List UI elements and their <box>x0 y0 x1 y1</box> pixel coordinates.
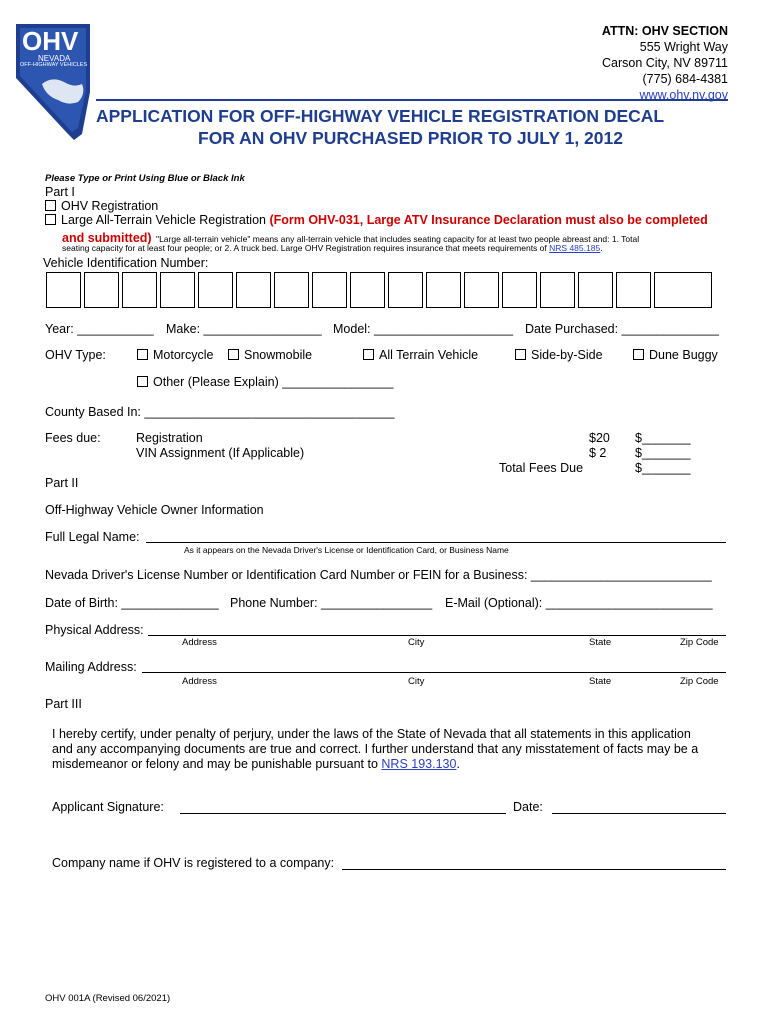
checkbox-motorcycle[interactable] <box>137 349 148 360</box>
large-atv-note-end: and submitted) <box>62 231 152 245</box>
certification-line2: and any accompanying documents are true and correct. I further understand that any misstatement of facts may be a <box>52 742 699 756</box>
vin-box[interactable] <box>502 272 537 308</box>
total-fees-label: Total Fees Due <box>499 461 584 475</box>
part-1-label: Part I <box>45 185 75 199</box>
nrs-485-link[interactable]: NRS 485.185 <box>549 243 601 253</box>
fee-vin-label: VIN Assignment (If Applicable) <box>136 446 305 460</box>
phone-field[interactable]: Phone Number: ________________ <box>230 596 433 610</box>
email-field[interactable]: E-Mail (Optional): ________________________ <box>445 596 713 610</box>
signature-input[interactable] <box>180 813 506 814</box>
vin-box[interactable] <box>46 272 81 308</box>
ink-instruction: Please Type or Print Using Blue or Black Ink <box>45 173 245 184</box>
vin-box[interactable] <box>160 272 195 308</box>
vin-box[interactable] <box>84 272 119 308</box>
mailing-zip-sub: Zip Code <box>680 676 719 687</box>
mailing-address-label: Mailing Address: <box>45 660 137 674</box>
type-other-label: Other (Please Explain) ________________ <box>153 375 394 389</box>
type-atv[interactable] <box>363 348 478 362</box>
type-dune-buggy[interactable] <box>633 348 718 362</box>
license-field[interactable]: Nevada Driver's License Number or Identification Card Number or FEIN for a Business: __________________________ <box>45 568 712 582</box>
type-dune-buggy-label: Dune Buggy <box>649 348 718 362</box>
logo-text-ohv: OHV <box>22 26 79 56</box>
physical-address-input[interactable] <box>148 635 726 636</box>
certification-line1: I hereby certify, under penalty of perjury, under the laws of the State of Nevada that all statements in this application <box>52 727 691 741</box>
make-field[interactable]: Make: _________________ <box>166 322 322 336</box>
nrs-193-link[interactable]: NRS 193.130 <box>381 757 457 771</box>
ohv-logo <box>12 22 92 140</box>
type-snowmobile-label: Snowmobile <box>244 348 313 362</box>
certification-line3-text: misdemeanor or felony and may be punishable pursuant to <box>52 757 378 771</box>
vin-box[interactable] <box>464 272 499 308</box>
type-other[interactable] <box>137 375 393 389</box>
mailing-city-sub: City <box>408 676 425 687</box>
option-large-atv[interactable] <box>45 213 708 227</box>
part-2-label: Part II <box>45 476 79 490</box>
attn-block <box>602 24 728 102</box>
type-side-by-side-label: Side-by-Side <box>531 348 603 362</box>
mailing-address-sub: Address <box>182 676 217 687</box>
physical-address-sub: Address <box>182 637 217 648</box>
type-motorcycle-label: Motorcycle <box>153 348 214 362</box>
date-input[interactable] <box>552 813 726 814</box>
certification-line3: misdemeanor or felony and may be punishable pursuant to NRS 193.130. <box>52 757 460 771</box>
title-rule <box>96 99 728 101</box>
vin-box[interactable] <box>350 272 385 308</box>
company-name-input[interactable] <box>342 869 726 870</box>
full-name-note: As it appears on the Nevada Driver's License or Identification Card, or Business Name <box>184 545 509 555</box>
checkbox-side-by-side[interactable] <box>515 349 526 360</box>
fee-total-blank[interactable]: $_______ <box>635 461 691 475</box>
attn-title: ATTN: OHV SECTION <box>601 24 728 38</box>
vin-box[interactable] <box>654 272 712 308</box>
vin-label: Vehicle Identification Number: <box>43 256 209 270</box>
checkbox-atv[interactable] <box>363 349 374 360</box>
vin-box[interactable] <box>578 272 613 308</box>
fee-registration-label: Registration <box>136 431 203 445</box>
fee-registration-blank[interactable]: $_______ <box>635 431 691 445</box>
checkbox-snowmobile[interactable] <box>228 349 239 360</box>
logo-text-ohv-full: OFF-HIGHWAY VEHICLES <box>20 62 88 68</box>
vin-box[interactable] <box>540 272 575 308</box>
full-name-input[interactable] <box>146 542 726 543</box>
fee-vin-amount: $ 2 <box>589 446 607 460</box>
page-title-line2: FOR AN OHV PURCHASED PRIOR TO JULY 1, 2012 <box>198 128 623 148</box>
type-side-by-side[interactable] <box>515 348 603 362</box>
owner-info-heading: Off-Highway Vehicle Owner Information <box>45 503 264 517</box>
type-snowmobile[interactable] <box>228 348 312 362</box>
attn-city: Carson City, NV 89711 <box>602 56 728 70</box>
part-3-label: Part III <box>45 697 82 711</box>
option-ohv-registration[interactable] <box>45 199 158 213</box>
large-atv-note: (Form OHV-031, Large ATV Insurance Declaration must also be completed <box>269 213 708 227</box>
checkbox-ohv-registration[interactable] <box>45 200 56 211</box>
county-field[interactable]: County Based In: ____________________________________ <box>45 405 395 419</box>
page-title-line1: APPLICATION FOR OFF-HIGHWAY VEHICLE REGISTRATION DECAL <box>96 106 665 126</box>
date-label: Date: <box>513 800 543 814</box>
vin-box[interactable] <box>274 272 309 308</box>
fees-label: Fees due: <box>45 431 101 445</box>
checkbox-dune-buggy[interactable] <box>633 349 644 360</box>
type-atv-label: All Terrain Vehicle <box>379 348 479 362</box>
full-name-label: Full Legal Name: <box>45 530 140 544</box>
physical-state-sub: State <box>589 637 612 648</box>
attn-phone: (775) 684-4381 <box>642 72 728 86</box>
vin-box[interactable] <box>198 272 233 308</box>
option-ohv-registration-label: OHV Registration <box>61 199 159 213</box>
type-motorcycle[interactable] <box>137 348 213 362</box>
vin-box[interactable] <box>312 272 347 308</box>
company-name-label: Company name if OHV is registered to a company: <box>52 856 335 870</box>
dob-field[interactable]: Date of Birth: ______________ <box>45 596 219 610</box>
mailing-state-sub: State <box>589 676 612 687</box>
year-field[interactable]: Year: ___________ <box>45 322 154 336</box>
date-purchased-field[interactable]: Date Purchased: ______________ <box>525 322 719 336</box>
vin-box[interactable] <box>388 272 423 308</box>
fee-registration-amount: $20 <box>589 431 610 445</box>
large-atv-definition-b: seating capacity for at least four people; or 2. A truck bed. Large OHV Registration requires insurance that meets requirements of <box>62 243 547 253</box>
checkbox-other[interactable] <box>137 376 148 387</box>
vin-box[interactable] <box>122 272 157 308</box>
vin-box[interactable] <box>616 272 651 308</box>
option-large-atv-label: Large All-Terrain Vehicle Registration <box>61 213 266 227</box>
model-field[interactable]: Model: ____________________ <box>333 322 514 336</box>
logo-text-nevada: NEVADA <box>38 54 71 63</box>
attn-website-link[interactable]: www.ohv.nv.gov <box>639 88 728 102</box>
large-atv-definition-a: "Large all-terrain vehicle" means any all-terrain vehicle that includes seating capacity for at least two people abreast and: 1. Total <box>156 234 640 244</box>
attn-street: 555 Wright Way <box>639 40 728 54</box>
form-revision-footer: OHV 001A (Revised 06/2021) <box>45 993 171 1004</box>
ohv-type-label: OHV Type: <box>45 348 106 362</box>
large-atv-definition-row2: seating capacity for at least four people; or 2. A truck bed. Large OHV Registration requires insurance that meets requirements of NRS 485.185. <box>62 243 603 253</box>
physical-address-label: Physical Address: <box>45 623 144 637</box>
physical-city-sub: City <box>408 637 425 648</box>
signature-label: Applicant Signature: <box>52 800 164 814</box>
vin-box[interactable] <box>426 272 461 308</box>
vin-box[interactable] <box>236 272 271 308</box>
mailing-address-input[interactable] <box>142 672 726 673</box>
fee-vin-blank[interactable]: $_______ <box>635 446 691 460</box>
checkbox-large-atv[interactable] <box>45 214 56 225</box>
physical-zip-sub: Zip Code <box>680 637 719 648</box>
